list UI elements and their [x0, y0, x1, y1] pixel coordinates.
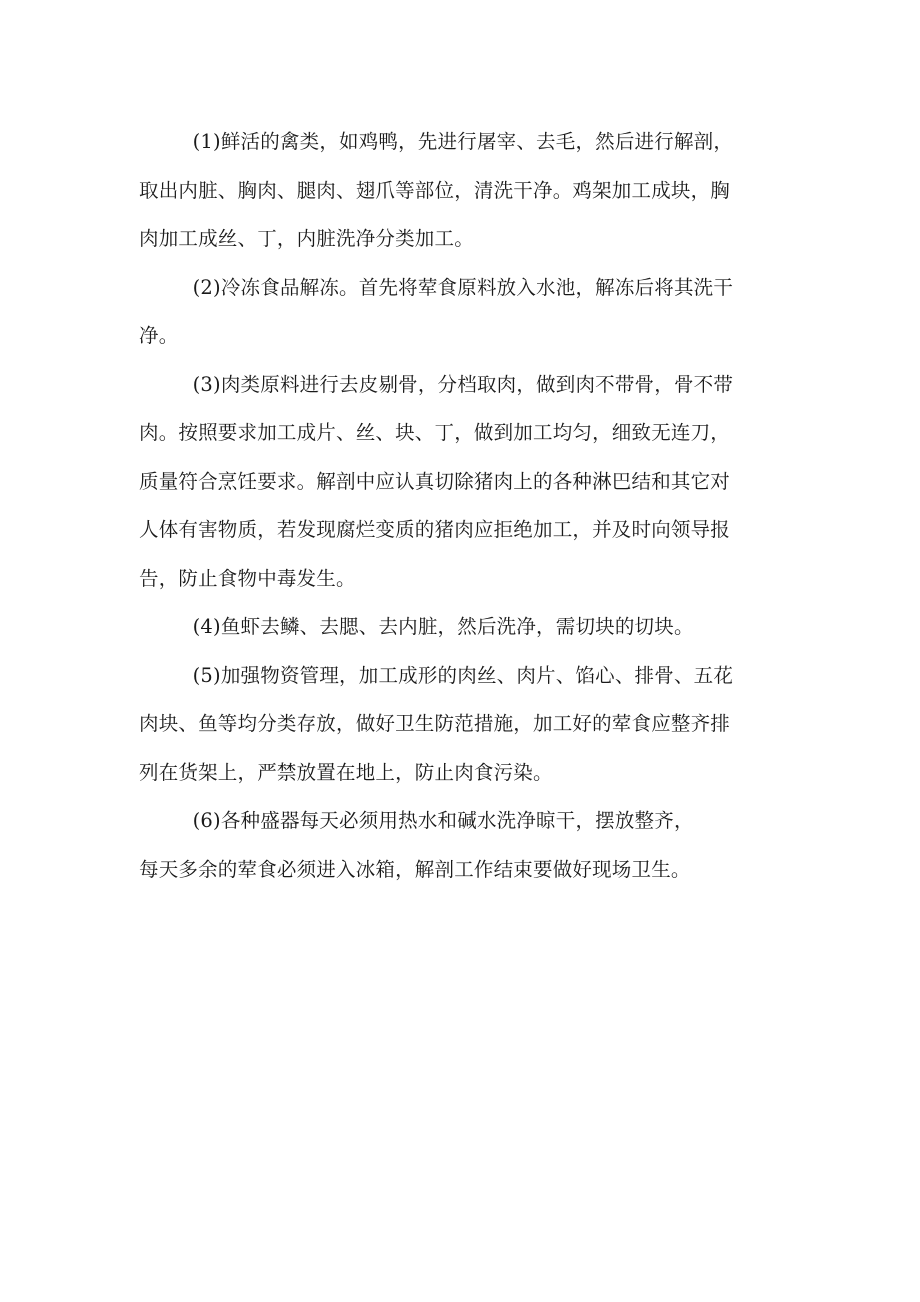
- paragraph-line: 质量符合烹饪要求。解剖中应认真切除猪肉上的各种淋巴结和其它对: [139, 469, 731, 493]
- paragraph-line: 告，防止食物中毒发生。: [139, 566, 356, 590]
- paragraph-5: [139, 652, 749, 798]
- paragraph-line: 每天多余的荤食必须进入冰箱，解剖工作结束要做好现场卫生。: [139, 857, 691, 881]
- paragraph-line: (6)各种盛器每天必须用热水和碱水洗净晾干，摆放整齐，: [192, 809, 694, 832]
- paragraph-line: 肉加工成丝、丁，内脏洗净分类加工。: [139, 227, 474, 250]
- paragraph-line: 人体有害物质，若发现腐烂变质的猪肉应拒绝加工，并及时向领导报: [139, 518, 731, 541]
- paragraph-line: 肉。按照要求加工成片、丝、块、丁，做到加工均匀，细致无连刀，: [139, 421, 731, 444]
- paragraph-line: (1)鲜活的禽类，如鸡鸭，先进行屠宰、去毛，然后进行解剖，: [192, 130, 734, 153]
- paragraph-3: [139, 361, 749, 604]
- paragraph-line: 列在货架上，严禁放置在地上，防止肉食污染。: [139, 760, 553, 784]
- paragraph-6: [139, 797, 749, 894]
- document-body: [139, 118, 749, 894]
- paragraph-line: (3)肉类原料进行去皮剔骨，分档取肉，做到肉不带骨，骨不带: [192, 372, 734, 396]
- paragraph-line: (2)冷冻食品解冻。首先将荤食原料放入水池，解冻后将其洗干: [192, 275, 734, 299]
- paragraph-line: 肉块、鱼等均分类存放，做好卫生防范措施，加工好的荤食应整齐排: [139, 712, 731, 735]
- paragraph-line: 净。: [139, 324, 179, 347]
- paragraph-line: (5)加强物资管理，加工成形的肉丝、肉片、馅心、排骨、五花: [192, 663, 734, 687]
- paragraph-1: [139, 118, 749, 264]
- paragraph-line: (4)鱼虾去鳞、去腮、去内脏，然后洗净，需切块的切块。: [192, 615, 694, 638]
- paragraph-line: 取出内脏、胸肉、腿肉、翅爪等部位，清洗干净。鸡架加工成块，胸: [139, 178, 731, 202]
- paragraph-2: [139, 264, 749, 361]
- paragraph-4: [139, 603, 749, 652]
